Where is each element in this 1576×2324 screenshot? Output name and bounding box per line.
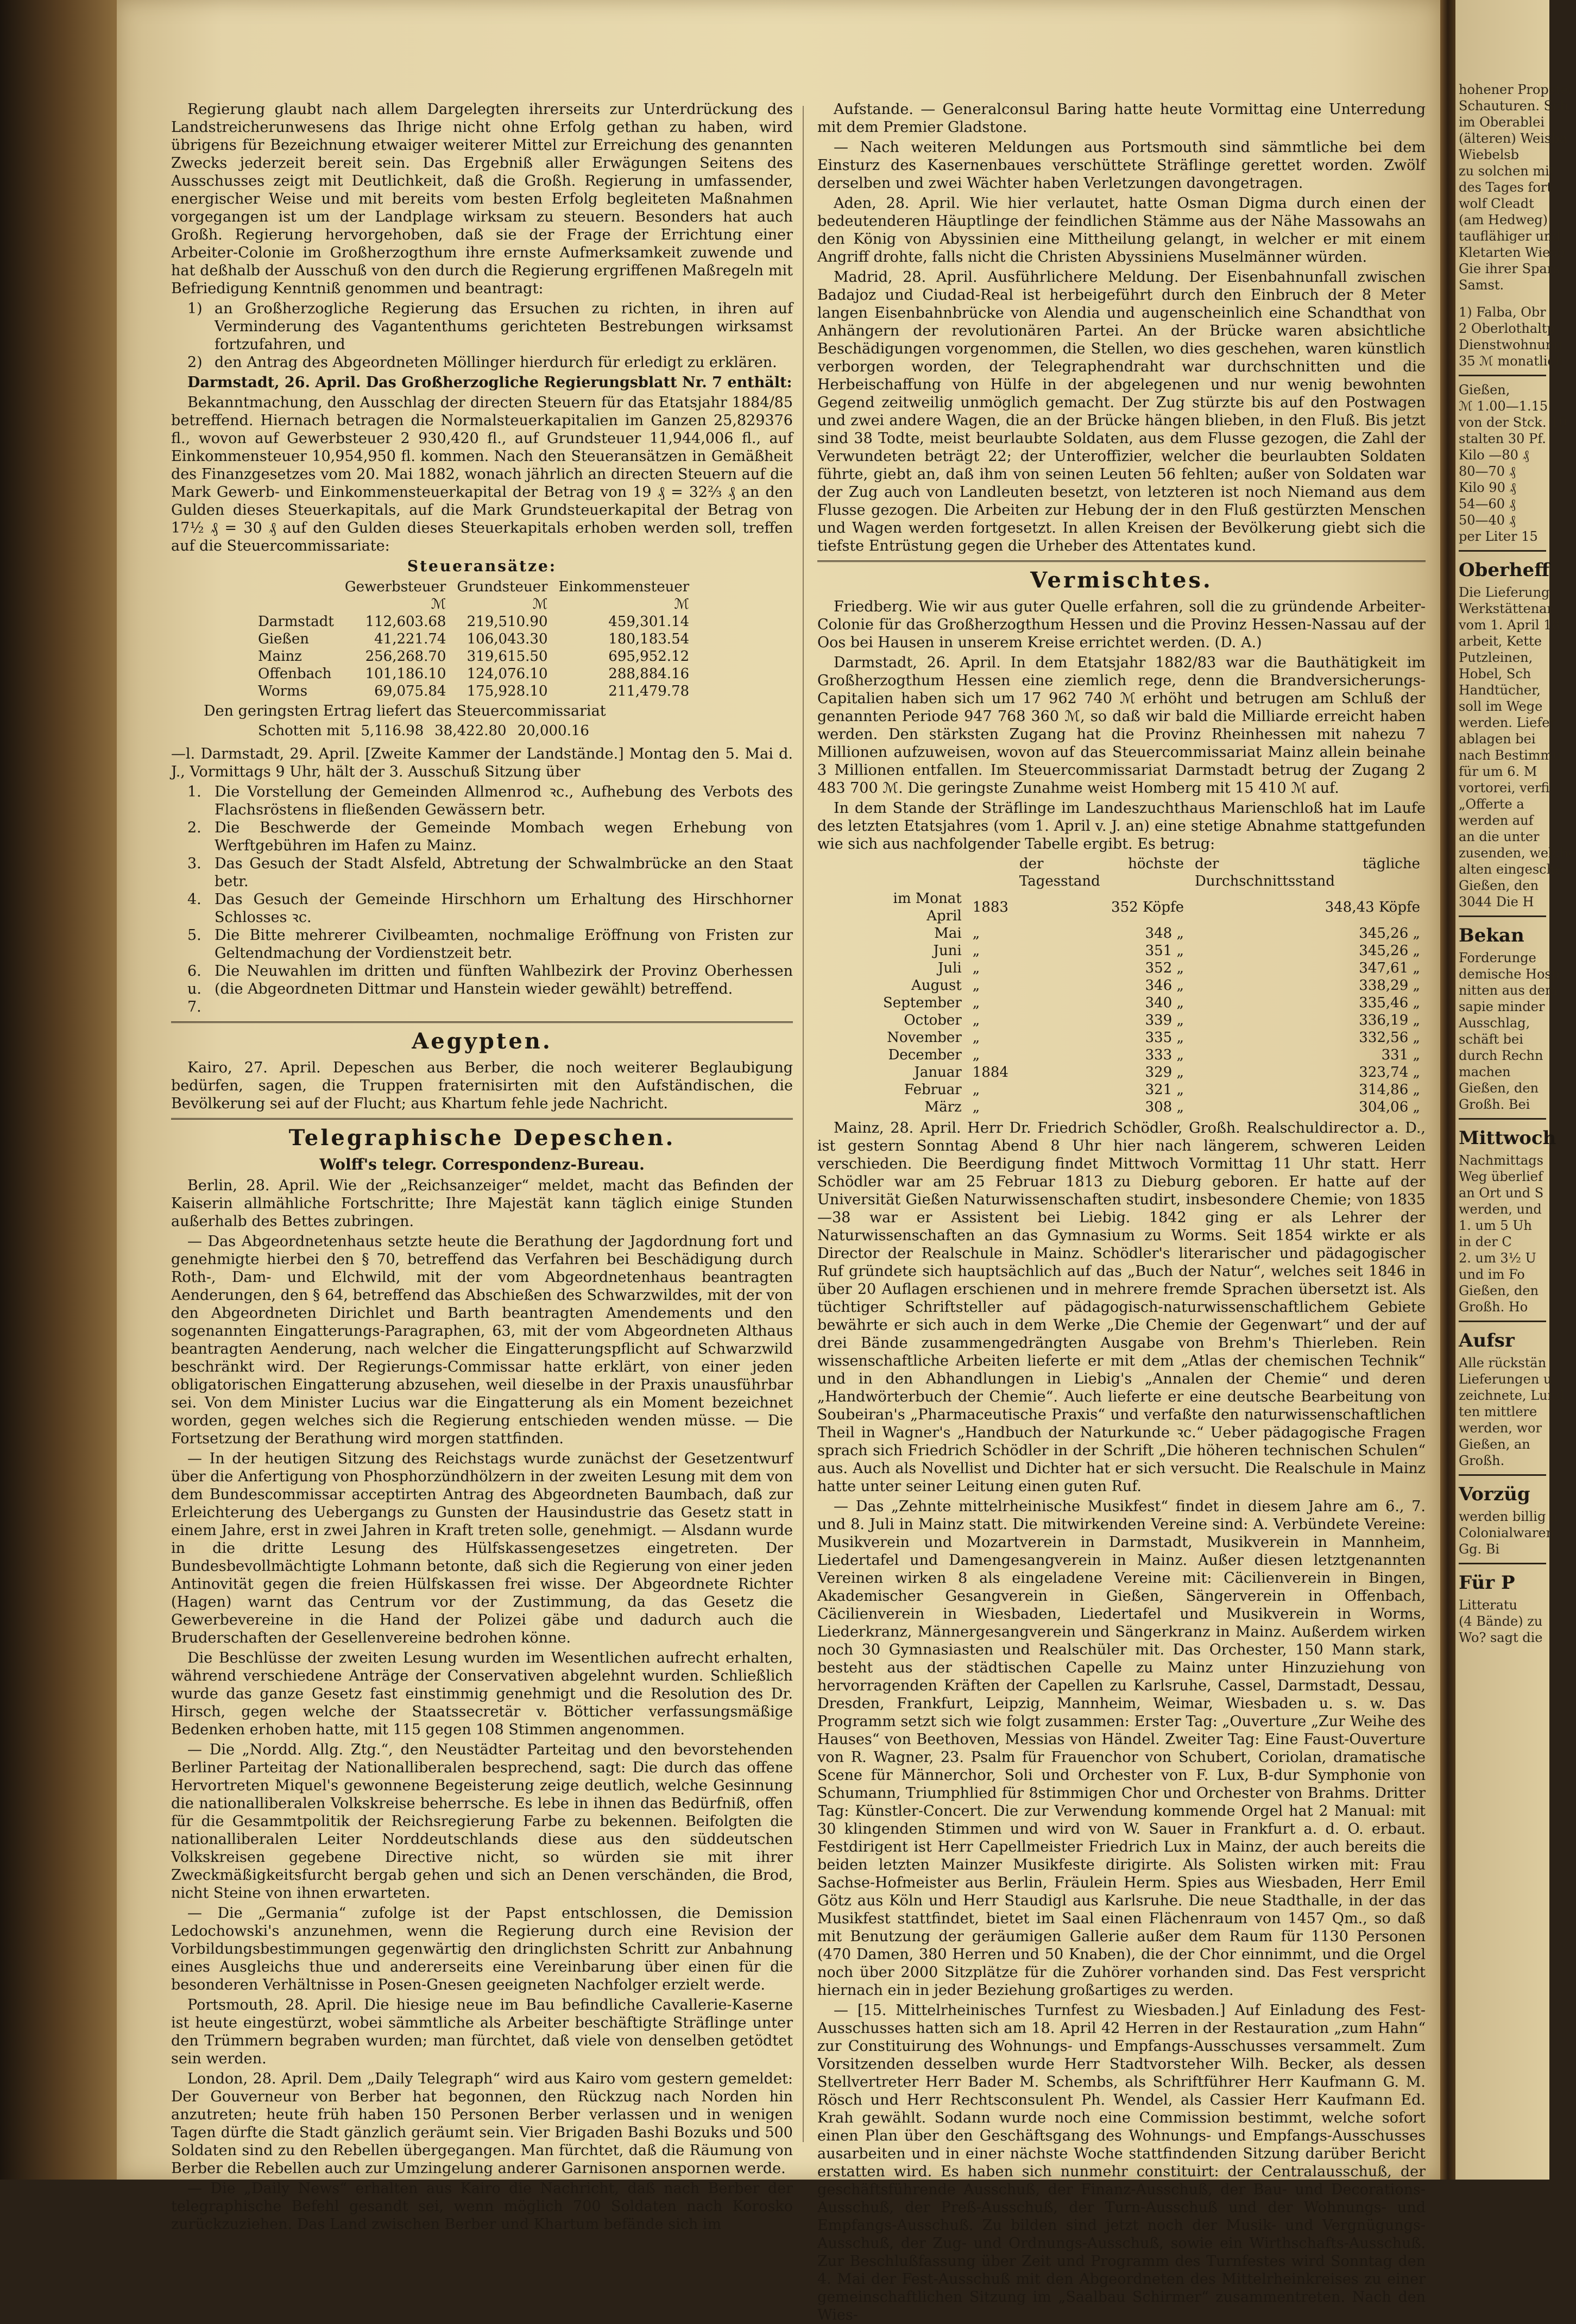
committee-agenda-list xyxy=(187,783,793,1016)
next-page-line: an Ort und S xyxy=(1459,1185,1544,1201)
next-page-line: an die unter xyxy=(1459,829,1540,844)
telegraph-paragraph: — In der heutigen Sitzung des Reichstags wurde zunächst der Gesetzentwurf über die Anfertigung von Phosphorzündhölzern in der zweiten Lesung mit dem von dem Bundescommissar acceptirten Antrag des Abgeordneten Baumbach, daß zur Erleichterung des Uebergangs zu Gunsten der Hausindustrie das Gesetz statt in einem Jahre, erst in zwei Jahren in Kraft treten solle, genehmigt. — Alsdann wurde in die dritte Lesung des Hülfskassengesetzes eingetreten. Der Bundesbevollmächtigte Lohmann betonte, daß sich die Regierung von einer jeden Antinovität gegen die freien Hülfskassen frei wisse. Der Abgeordnete Richter (Hagen) warnt das Centrum vor der Zustimmung, da das Gesetz die Gewerbevereine in die Hand der Polizei gäbe und dadurch auch die Bruderschaften der Gesellenvereine bedrohen könne. xyxy=(171,1450,793,1646)
month-table-cell: im Monat April xyxy=(893,891,962,924)
month-table-cell: Januar xyxy=(914,1064,962,1081)
next-page-line: per Liter 15 xyxy=(1459,529,1538,544)
intro-paragraphs xyxy=(171,100,793,298)
tax-table-cell: 124,076.10 xyxy=(467,666,548,682)
month-table-cell: 1884 xyxy=(972,1064,1008,1081)
next-page-line: werden, und xyxy=(1459,1202,1542,1217)
next-page-line: 50—40 ₰ xyxy=(1459,513,1516,528)
tax-table-cell: ℳ xyxy=(674,596,690,612)
agenda-item-text: Das Gesuch der Stadt Alsfeld, Abtretung der Schwalmbrücke an den Staat betr. xyxy=(215,855,793,890)
next-page-line: Gießen, xyxy=(1459,382,1510,397)
month-table-cell: 329 „ xyxy=(1145,1064,1184,1081)
next-page-line: Kilo 90 ₰ xyxy=(1459,480,1516,495)
next-page-line: (4 Bände) zu xyxy=(1459,1614,1543,1629)
next-page-line: (älteren) Weisba xyxy=(1459,131,1567,146)
next-page-line: (am Hedweg) xyxy=(1459,212,1548,228)
next-page-line: Hobel, Sch xyxy=(1459,666,1531,681)
next-page-line: Schauturen. Sch xyxy=(1459,98,1568,113)
news-paragraph: Aufstande. — Generalconsul Baring hatte heute Vormittag eine Unterredung mit dem Premier Gladstone. xyxy=(817,101,1426,136)
news-paragraph: Madrid, 28. April. Ausführlichere Meldung. Der Eisenbahnunfall zwischen Badajoz und Ciudad-Real ist herbeigeführt durch den Einbruch der 8 Meter langen Eisenbahnbrücke von Alendia und augenscheinlich eine Schandthat von Anhängern der revolutionären Partei. An der Brücke waren absichtliche Beschädigungen vorgenommen, die Stellen, wo dies geschehen, waren künstlich verborgen worden, der Telegraphendraht war durchschnitten und die Herbeischaffung von Hülfe in der abgelegenen und nur wenig bewohnten Gegend zeitweilig unmöglich gemacht. Der Zug stürzte bis auf den Postwagen und zwei andere Wagen, die an der Brücke hängen blieben, in den Fluß. Bis jetzt sind 38 Todte, meist beurlaubte Soldaten, aus dem Flusse gezogen, die Zahl der Verwundeten beträgt 22; der Unteroffizier, welcher die beurlaubten Soldaten führte, giebt an, daß ihm von seinen Leuten 56 fehlten; außer von Soldaten war der Zug auch von Landleuten besetzt, von letzteren ist noch Niemand aus dem Flusse gezogen. Die Arbeiten zur Hebung der in den Fluß gestürzten Menschen und Wagen werden fortgesetzt. In allen Kreisen der Bevölkerung giebt sich die tiefste Entrüstung gegen die Urheber des Attentates kund. xyxy=(817,269,1426,554)
next-page-line: ablagen bei xyxy=(1459,731,1536,747)
month-table-cell: „ xyxy=(972,1082,980,1098)
next-page-heading: Für P xyxy=(1459,1572,1515,1594)
next-page-line: Dienstwohnung xyxy=(1459,337,1562,352)
month-table-cell: „ xyxy=(972,995,980,1011)
news-paragraph: Aden, 28. April. Wie hier verlautet, hatte Osman Digma durch einen der bedeutenderen Häuptlinge der feindlichen Stämme aus der Nähe Massowahs an den König von Abyssinien eine Mittheilung gelangt, in welcher er mit einem Angriff drohte, falls nicht die Christen Abyssiniens Muselmänner würden. xyxy=(817,195,1426,266)
next-page-line: demische Hosp xyxy=(1459,967,1560,982)
next-page-line: 2. um 3½ U xyxy=(1459,1251,1536,1266)
tax-table-cell: 219,510.90 xyxy=(467,614,548,630)
next-page-line: soll im Wege xyxy=(1459,699,1543,714)
next-page-line: ℳ 1.00—1.15 xyxy=(1459,399,1548,414)
next-page-heading: Vorzüg xyxy=(1459,1483,1530,1505)
darmstadt-notice-1: Darmstadt, 26. April. Das Großherzogliche Regierungsblatt Nr. 7 enthält: xyxy=(187,374,792,391)
next-page-spacer xyxy=(1455,293,1549,304)
next-page-edge xyxy=(1455,0,1576,2180)
column-divider xyxy=(803,106,804,2142)
tax-table-cell: 319,615.50 xyxy=(467,648,548,665)
tax-table-row xyxy=(253,683,695,700)
next-page-line: Putzleinen, xyxy=(1459,650,1533,665)
next-page-line: nitten aus dem xyxy=(1459,983,1558,998)
next-page-line: Kletarten Wiesb xyxy=(1459,245,1565,260)
tax-table-cell xyxy=(253,596,339,613)
tax-table-row xyxy=(253,578,695,596)
month-table-cell: „ xyxy=(972,943,980,959)
month-table-cell: „ xyxy=(972,977,980,994)
telegraph-paragraph: Die Beschlüsse der zweiten Lesung wurden im Wesentlichen aufrecht erhalten, während verschiedene Anträge der Conservativen abgelehnt wurden. Schließlich wurde das ganze Gesetz fast einstimmig genehmigt und die Resolution des Dr. Hirsch, gegen welche der Staatssecretär v. Bötticher verfassungsmäßige Bedenken erhoben hatte, mit 115 gegen 108 Stimmen angenommen. xyxy=(171,1650,793,1738)
section-heading-aegypten: Aegypten. xyxy=(412,1028,552,1054)
next-page-line: 35 ℳ monatlich xyxy=(1459,353,1564,369)
right-column xyxy=(817,100,1426,2323)
next-page-line: Gießen, den xyxy=(1459,1081,1539,1096)
next-page-line: zeichnete, Lund xyxy=(1459,1388,1565,1403)
bekanntmachung-text: Bekanntmachung, den Ausschlag der directen Steuern für das Etatsjahr 1884/85 betreffend. Hiernach betragen die Normalsteuerkapitalien im Ganzen 25,829376 fl., wovon auf Gewerbsteuer 2 930,420 fl., auf Grundsteuer 11,944,006 fl., auf Einkommensteuer 10,954,950 fl. kommen. Nach den Steueransätzen in Gemäßheit des Finanzgesetzes vom 20. Mai 1882, wonach jährlich an directen Steuern auf die Mark Gewerb- und Einkommensteuerkapital der Betrag von 19 ₰ = 32⅔ ₰ an den Gulden dieses Steuerkapitals, auf die Mark Grundsteuerkapital der Betrag von 17½ ₰ = 30 ₰ auf den Gulden dieses Steuerkapitals erhoben werden soll, treffen auf die Steuercommissariate: xyxy=(171,394,793,554)
month-table-cell: 336,19 „ xyxy=(1359,1012,1420,1028)
month-table-cell: October xyxy=(904,1012,962,1028)
intro-item-number: 1) xyxy=(187,300,203,317)
next-page-line: 1) Falba, Obr xyxy=(1459,305,1546,320)
month-table-row xyxy=(850,1098,1426,1116)
tax-footer-row xyxy=(253,722,595,740)
agenda-item xyxy=(187,926,793,962)
next-page-line: in der C xyxy=(1459,1234,1512,1249)
month-table-cell: 335 „ xyxy=(1145,1030,1184,1046)
news-paragraph: — Nach weiteren Meldungen aus Portsmouth sind sämmtliche bei dem Einsturz des Kasernenbaues verschüttete Sträflinge gerettet worden. Zwölf derselben und zwei Wächter haben Verletzungen davongetragen. xyxy=(817,139,1426,192)
month-table-cell: 333 „ xyxy=(1145,1047,1184,1063)
next-page-line: 3044 Die H xyxy=(1459,894,1534,910)
tax-footer-row xyxy=(253,722,595,740)
month-table-header-cell: der höchste Tagesstand xyxy=(1019,856,1184,889)
next-page-line: Wiebelsb xyxy=(1459,147,1520,162)
telegraph-paragraph: London, 28. April. Dem „Daily Telegraph“ wird aus Kairo vom gestern gemeldet: Der Gouverneur von Berber hat begonnen, den Rückzug nach Norden hin anzutreten; heute früh haben 150 Personen Berber verlassen und in wenigen Tagen dürfte die Stadt gänzlich geräumt sein. Vier Brigaden Bashi Bozuks und 500 Soldaten sind zu den Rebellen übergegangen. Man fürchtet, daß die Räumung von Berber die Rebellen auch zur Umzingelung anderer Garnisonen anspornen werde. xyxy=(171,2070,793,2177)
agenda-item-text: Die Vorstellung der Gemeinden Allmenrod ꝛc., Aufhebung des Verbots des Flachsröstens in fließenden Gewässern betr. xyxy=(215,784,793,818)
tax-table-cell: 288,884.16 xyxy=(608,666,690,682)
next-page-line: Ausschlag, xyxy=(1459,1015,1530,1031)
next-page-rule xyxy=(1459,1118,1546,1120)
next-page-line: Kilo —80 ₰ xyxy=(1459,447,1529,463)
next-page-heading: Oberheff xyxy=(1459,559,1550,581)
tax-footer-cell: 5,116.98 xyxy=(361,723,424,739)
next-page-line: Wo? sagt die xyxy=(1459,1630,1543,1645)
month-table-row xyxy=(850,994,1426,1012)
telegraph-paragraph: Portsmouth, 28. April. Die hiesige neue im Bau befindliche Cavallerie-Kaserne ist heute eingestürzt, wobei sämmtliche als Arbeiter beschäftigte Sträflinge unter den Trümmern begraben wurden; man fürchtet, daß viele von denselben getödtet sein werden. xyxy=(171,1997,793,2067)
telegraph-bureau-subheading: Wolff's telegr. Correspondenz-Bureau. xyxy=(319,1155,645,1173)
month-table-header-cell xyxy=(967,855,1014,890)
right-top-paragraphs xyxy=(817,100,1426,555)
intro-list xyxy=(187,300,793,371)
prison-population-table xyxy=(850,855,1426,1116)
next-page-line: Großh. xyxy=(1459,1453,1505,1468)
agenda-item-text: Die Beschwerde der Gemeinde Mombach wegen Erhebung von Werftgebühren im Hafen zu Mainz. xyxy=(215,819,793,854)
tax-table-cell: 69,075.84 xyxy=(374,683,446,699)
agenda-item xyxy=(187,855,793,891)
month-table-cell: December xyxy=(888,1047,962,1063)
month-table-cell: 321 „ xyxy=(1145,1082,1184,1098)
month-table-cell: 332,56 „ xyxy=(1359,1030,1420,1046)
month-table-row xyxy=(850,1029,1426,1046)
tax-table-row xyxy=(253,648,695,665)
next-page-line: wolf Cleadt xyxy=(1459,196,1534,211)
month-table-cell: 345,26 „ xyxy=(1359,943,1420,959)
tax-table-cell: 41,221.74 xyxy=(374,631,446,647)
next-page-line: und im Fo xyxy=(1459,1267,1525,1282)
next-page-line: machen xyxy=(1459,1064,1511,1079)
next-page-line: Werkstättenar xyxy=(1459,601,1553,616)
next-page-line: werden billig a xyxy=(1459,1509,1558,1524)
agenda-item xyxy=(187,819,793,855)
left-column xyxy=(171,100,793,2233)
next-page-line: stalten 30 Pf. xyxy=(1459,431,1546,446)
agenda-item xyxy=(187,962,793,1016)
intro-item xyxy=(187,353,793,371)
next-page-line: Großh. Bei xyxy=(1459,1097,1530,1112)
intro-item xyxy=(187,300,793,353)
section-heading-vermischtes: Vermischtes. xyxy=(1030,567,1213,593)
month-table-cell: 352 Köpfe xyxy=(1111,899,1184,915)
month-table-cell: „ xyxy=(972,1099,980,1115)
right-lower-paragraphs xyxy=(817,1119,1426,2324)
month-table-cell: 348,43 Köpfe xyxy=(1325,899,1420,915)
next-page-rule xyxy=(1459,375,1546,376)
next-page-heading: Bekan xyxy=(1459,925,1524,946)
next-page-line: Die Lieferung xyxy=(1459,585,1550,600)
intro-item-number: 2) xyxy=(187,354,203,371)
next-page-line: Gie ihrer Spars xyxy=(1459,261,1560,276)
next-page-line: zu solchen mit xyxy=(1459,163,1555,179)
next-page-heading: Aufsr xyxy=(1459,1330,1515,1352)
month-table-row xyxy=(850,942,1426,959)
agenda-item-number: 3. xyxy=(187,855,201,872)
tax-table-cell: 106,043.30 xyxy=(467,631,548,647)
tax-table-row xyxy=(253,630,695,648)
month-table-cell: März xyxy=(924,1099,962,1115)
next-page-line: 2 Oberlothaltp xyxy=(1459,321,1555,336)
news-paragraph: — Das „Zehnte mittelrheinische Musikfest“ findet in diesem Jahre am 6., 7. und 8. Juli in Mainz statt. Die mitwirkenden Vereine sind: A. Verbündete Vereine: Musikverein und Mozartverein in Darmstadt, Musikverein in Mannheim, Liedertafel und Damengesangverein in Mainz. Außer diesen letztgenannten Vereinen wirken 8 als eingeladene Vereine mit: Cäcilienverein in Bingen, Akademischer Gesangverein in Gießen, Sängerverein in Offenbach, Cäcilienverein in Wiesbaden, Liedertafel und Musikverein in Worms, Liederkranz, Männergesangverein und Sängerkranz in Mainz. Außerdem wirken noch 30 Gymnasiasten und Realschüler mit. Das Orchester, 150 Mann stark, besteht aus der städtischen Capelle zu Mainz unter Hinzuziehung von hervorragenden Kräften der Capellen zu Karlsruhe, Cassel, Darmstadt, Dessau, Dresden, Frankfurt, Leipzig, Mannheim, Weimar, Wiesbaden u. s. w. Das Programm setzt sich wie folgt zusammen: Erster Tag: „Ouverture „Zur Weihe des Hauses“ von Beethoven, Messias von Händel. Zweiter Tag: Eine Faust-Ouverture von R. Wagner, 23. Psalm für Frauenchor von Schubert, Coriolan, dramatische Scene für Männerchor, Soli und Orchester von F. Lux, B-dur Symphonie von Schumann, Triumphlied für 8stimmigen Chor und Orchester von Brahms. Dritter Tag: Künstler-Concert. Die zur Verwendung kommende Orgel hat 2 Manual: mit 30 klingenden Stimmen und wird von W. Sauer in Frankfurt a. d. O. erbaut. Festdirigent ist Herr Capellmeister Friedrich Lux in Mainz, der auch bereits die beiden letzten Mainzer Musikfeste dirigirte. Als Solisten wirken mit: Frau Sachse-Hofmeister aus Berlin, Fräulein Herm. Spies aus Wiesbaden, Herr Emil Götz aus Köln und Herr Staudigl aus Karlsruhe. Die neue Stadthalle, in der das Musikfest stattfindet, bietet im Saal einen Flächenraum von 1457 Qm., so daß mit Benutzung der geräumigen Gallerie außer dem Raum für 1130 Personen (470 Damen, 380 Herren und 50 Knaben), die der Chor einnimmt, und die Orgel noch über 2000 Sitzplätze für die Zuhörer vorhanden sind. Das Fest verspricht hiernach ein in jeder Beziehung großartiges zu werden. xyxy=(817,1498,1426,1999)
next-page-line: 1. um 5 Uh xyxy=(1459,1218,1532,1233)
next-page-line: sapie minder xyxy=(1459,999,1545,1014)
month-table-cell: 323,74 „ xyxy=(1359,1064,1420,1081)
month-table-cell: 314,86 „ xyxy=(1359,1082,1420,1098)
month-table-header-row xyxy=(850,855,1426,890)
next-page-line: 80—70 ₰ xyxy=(1459,464,1516,479)
next-page-line: „Offerte a xyxy=(1459,797,1524,812)
agenda-item-number: 5. xyxy=(187,927,201,944)
intro-item-text: den Antrag des Abgeordneten Möllinger hierdurch für erledigt zu erklären. xyxy=(215,354,777,371)
next-page-line: 54—60 ₰ xyxy=(1459,496,1516,511)
month-table-row xyxy=(850,1064,1426,1081)
month-table-cell: „ xyxy=(972,1047,980,1063)
telegraph-paragraph: — Die „Nordd. Allg. Ztg.“, den Neustädter Parteitag und den bevorstehenden Berliner Parteitag der Nationalliberalen besprechend, sagt: Die durch das offene Hervortreten Miquel's gewonnene Begeisterung zeige deutlich, welche Gesinnung die nationalliberalen Volkskreise beherrsche. Es lebe in ihnen das Bedürfniß, offen für die Gesammtpolitik der Reichsregierung Farbe zu bekennen. Beifolgten die nationalliberalen Leiter Norddeutschlands diese aus den süddeutschen Volkskreisen gegebene Directive nicht, so würden sie mit ihrer Zweckmäßigkeitsfurcht bergab gehen und sich an Denen verschänden, die Brod, nicht Steine von ihnen erwarteten. xyxy=(171,1741,793,1902)
month-table-row xyxy=(850,925,1426,942)
month-table-cell: Februar xyxy=(904,1082,962,1098)
next-page-rule xyxy=(1459,1321,1546,1322)
month-table-row xyxy=(850,890,1426,925)
section-heading-telegraph: Telegraphische Depeschen. xyxy=(288,1125,676,1151)
tax-table-cell: 101,186.10 xyxy=(365,666,446,682)
tax-footer-cell: 20,000.16 xyxy=(517,723,589,739)
telegraph-paragraphs xyxy=(171,1177,793,2233)
next-page-line: tauflähiger und xyxy=(1459,229,1561,244)
next-page-line: Litteratu xyxy=(1459,1597,1517,1613)
tax-table-cell: ℳ xyxy=(532,596,548,612)
tax-table xyxy=(253,578,695,700)
next-page-line: Gg. Bi xyxy=(1459,1542,1500,1557)
month-table-cell: „ xyxy=(972,1012,980,1028)
intro-item-text: an Großherzogliche Regierung das Ersuchen zu richten, in ihren auf Verminderung des Vagantenthums gerichteten Bestrebungen wirksamst fortzufahren, und xyxy=(215,300,793,353)
month-table-cell: 331 „ xyxy=(1381,1047,1420,1063)
month-table-cell: November xyxy=(887,1030,962,1046)
next-page-line: im Oberablei xyxy=(1459,115,1545,130)
next-page-line: alten eingesche xyxy=(1459,862,1563,877)
tax-table-cell: Mainz xyxy=(258,648,302,665)
agenda-item-number: 2. xyxy=(187,819,201,836)
next-page-line: für um 6. M xyxy=(1459,764,1537,779)
next-page-line: von der Stck. 10 xyxy=(1459,415,1567,430)
month-table-cell: 348 „ xyxy=(1145,925,1184,942)
book-spine xyxy=(1440,0,1455,2180)
next-page-line: Samst. xyxy=(1459,277,1504,293)
month-table-cell: Mai xyxy=(934,925,962,942)
month-table-cell: 308 „ xyxy=(1145,1099,1184,1115)
month-table-cell: „ xyxy=(972,1030,980,1046)
intro-paragraph: Regierung glaubt nach allem Dargelegten ihrerseits zur Unterdrückung des Landstreicherunwesens das Ihrige nicht ohne Erfolg gethan zu haben, wird übrigens für Bezeichnung etwaiger weiterer Mittel zur Erreichung des genannten Zwecks jederzeit bereit sein. Das Ergebniß aller Erwägungen Seitens des Ausschusses zeigt mit Deutlichkeit, daß die Großh. Regierung in umfassender, energischer Weise und mit bereits vom besten Erfolg begleiteten Maßnahmen vorgegangen ist um der Landplage wirksam zu steuern. Besonders hat auch Großh. Regierung hervorgehoben, daß sie der Frage der Errichtung einer Arbeiter-Colonie im Großherzogthum ihre ernste Aufmerksamkeit zuwende und hat deßhalb der Ausschuß von den durch die Regierung ergriffenen Maßregeln mit Befriedigung Kenntniß genommen und beantragt: xyxy=(171,101,793,297)
next-page-heading: Mittwoch xyxy=(1459,1127,1556,1149)
month-table-cell: 346 „ xyxy=(1145,977,1184,994)
book-gutter-left xyxy=(0,0,117,2180)
month-table-cell: Juli xyxy=(937,960,962,976)
agenda-item-number: 1. xyxy=(187,784,201,800)
month-table-row xyxy=(850,1012,1426,1029)
next-page-line: Forderunge xyxy=(1459,950,1536,965)
next-page-line: schäft bei xyxy=(1459,1032,1523,1047)
next-page-line: werden, wor xyxy=(1459,1420,1542,1436)
tax-footer-cell: 38,422.80 xyxy=(434,723,507,739)
telegraph-paragraph: — Die „Daily News“ erhalten aus Kairo die Nachricht, daß nach Berber der telegraphische Befehl gesandt sei, wenn möglich 700 Soldaten nach Korosko zurückzuziehen. Das Land zwischen Berber und Khartum befände sich im xyxy=(171,2180,793,2233)
next-page-line: Weg überlief xyxy=(1459,1169,1543,1184)
next-page-line: vom 1. April 18 xyxy=(1459,617,1560,633)
agenda-item-text: Die Bitte mehrerer Civilbeamten, nochmalige Eröffnung von Fristen zur Geltendmachung der Vordienstzeit betr. xyxy=(215,927,793,962)
month-table-row xyxy=(850,1081,1426,1098)
month-table-cell: 304,06 „ xyxy=(1359,1099,1420,1115)
agenda-item-number: 6. u. 7. xyxy=(187,963,201,1015)
tax-table-cell: 459,301.14 xyxy=(608,614,690,630)
agenda-item-text: Das Gesuch der Gemeinde Hirschhorn um Erhaltung des Hirschhorner Schlosses ꝛc. xyxy=(215,891,793,926)
agenda-item xyxy=(187,783,793,819)
tax-footer-cell: Schotten mit xyxy=(258,723,350,739)
next-page-line: Colonialwaren xyxy=(1459,1525,1555,1540)
tax-table-cell: Gewerbsteuer xyxy=(344,579,446,595)
month-table-cell: 347,61 „ xyxy=(1359,960,1420,976)
month-table-cell: August xyxy=(911,977,962,994)
telegraph-paragraph: Berlin, 28. April. Wie der „Reichsanzeiger“ meldet, macht das Befinden der Kaiserin allmähliche Fortschritte; Ihre Majestät kann täglich einige Stunden außerhalb des Bettes zubringen. xyxy=(171,1177,793,1230)
agenda-item xyxy=(187,891,793,926)
month-table-cell: 340 „ xyxy=(1145,995,1184,1011)
vermischtes-paragraph: In dem Stande der Sträflinge im Landeszuchthaus Marienschloß hat im Laufe des letzten Etatsjahres (vom 1. April v. J. an) eine stetige Abnahme stattgefunden wie sich aus nachfolgender Tabelle ergibt. Es betrug: xyxy=(817,800,1426,852)
month-table-header-cell: der tägliche Durchschnittsstand xyxy=(1194,856,1420,889)
aegypten-text: Kairo, 27. April. Depeschen aus Berber, die noch weiterer Beglaubigung bedürfen, sagen, die Truppen fraternisirten mit den Aufständischen, die Bevölkerung sei auf der Flucht; aus Khartum fehle jede Nachricht. xyxy=(171,1059,793,1112)
month-table-cell: 335,46 „ xyxy=(1359,995,1420,1011)
next-page-rule xyxy=(1459,1474,1546,1476)
tax-table-cell: 175,928.10 xyxy=(467,683,548,699)
tax-table-row xyxy=(253,596,695,613)
month-table-cell: „ xyxy=(972,960,980,976)
tax-table-cell: 112,603.68 xyxy=(365,614,446,630)
next-page-line: Gießen, an xyxy=(1459,1437,1530,1452)
vermischtes-paragraphs xyxy=(817,598,1426,853)
month-table-cell: 345,26 „ xyxy=(1359,925,1420,942)
month-table-header-cell xyxy=(850,855,967,890)
month-table-cell: 351 „ xyxy=(1145,943,1184,959)
news-paragraph: — [15. Mittelrheinisches Turnfest zu Wiesbaden.] Auf Einladung des Fest-Ausschusses hatten sich am 18. April 42 Herren in der Restauration „zum Hahn“ zur Constituirung des Wohnungs- und Empfangs-Ausschusses versammelt. Zum Vorsitzenden desselben wurde Herr Stadtvorsteher Wilh. Becker, als dessen Stellvertreter Herr Bader M. Schembs, als Schriftführer Herr Kaufmann G. M. Rösch und Herr Rechtsconsulent Ph. Wendel, als Cassier Herr Kaufmann Ed. Krah gewählt. Sodann wurde noch eine Commission bestimmt, welche sofort einen Plan über den Geschäftsgang des Wohnungs- und Empfangs-Ausschusses ausarbeiten und in einer nächste Woche stattfindenden Sitzung darüber Bericht erstatten wird. Es haben sich nunmehr constituirt: der Centralausschuß, der geschäftsführende Ausschuß, der Finanz-Ausschuß, der Bau- und Decorations-Ausschuß, der Preß-Ausschuß, der Turn-Ausschuß und der Wohnungs- und Empfangs-Ausschuß. Zu bilden sind jetzt noch der Musik- und Vergnügungs-Ausschuß, der Zug- und Ordnungs-Ausschuß, sowie ein Wirthschafts-Ausschuß. Zur Beschlußfassung über Zeit und Programm des Turnfestes wird Sonntag den 4. Mai der Fest-Ausschuß mit den Abgeordneten des Mittelrheinkreises zu einer gemeinschaftlichen Sitzung im „Saalbau Schirmer“ zusammentreten. Nach den Wies- xyxy=(817,2002,1426,2323)
tax-table-cell: ℳ xyxy=(431,596,446,612)
month-table-row xyxy=(850,1046,1426,1064)
tax-table-cell: Einkommensteuer xyxy=(558,579,690,595)
tax-table-cell: Darmstadt xyxy=(258,614,334,630)
month-table-cell: Juni xyxy=(933,943,962,959)
next-page-rule xyxy=(1459,1563,1546,1564)
next-page-line: Gießen, den xyxy=(1459,878,1539,893)
tax-table-cell xyxy=(253,578,339,596)
agenda-item-number: 4. xyxy=(187,891,201,908)
month-table-cell: 338,29 „ xyxy=(1359,977,1420,994)
next-page-line: werden auf xyxy=(1459,813,1534,828)
month-table-cell: „ xyxy=(972,925,980,942)
next-page-line: des Tages fort xyxy=(1459,180,1552,195)
section-rule xyxy=(171,1118,793,1120)
next-page-line: nach Bestimmu xyxy=(1459,748,1561,763)
next-page-line: zusenden, welche xyxy=(1459,845,1576,861)
next-page-line: Großh. Ho xyxy=(1459,1299,1528,1315)
next-page-rule xyxy=(1459,550,1546,552)
next-page-line: ten mittlere xyxy=(1459,1404,1537,1419)
next-page-line: vortorei, verfi xyxy=(1459,780,1550,795)
next-page-line: werden. Liefer xyxy=(1459,715,1556,730)
tax-table-cell: Gießen xyxy=(258,631,309,647)
telegraph-paragraph: — Die „Germania“ zufolge ist der Papst entschlossen, die Demission Ledochowski's anzunehmen, wenn die Regierung durch eine Revision der Vorbildungsbestimmungen gegenwärtig den dringlichsten Schritt zur Anbahnung eines Ausgleichs thue und andererseits eine Vereinbarung über einen für die besonderen Verhältnisse in Posen-Gnesen geeigneten Nachfolger erzielt werde. xyxy=(171,1905,793,1993)
month-table-row xyxy=(850,977,1426,994)
section-rule xyxy=(817,560,1426,562)
next-page-line: Lieferungen u xyxy=(1459,1372,1552,1387)
tax-table-row xyxy=(253,613,695,630)
tax-table-cell: 256,268.70 xyxy=(365,648,446,665)
tax-footer-text: Den geringsten Ertrag liefert das Steuercommissariat xyxy=(204,703,606,719)
next-page-line: Gießen, den xyxy=(1459,1283,1539,1298)
agenda-item-text: Die Neuwahlen im dritten und fünften Wahlbezirk der Provinz Oberhessen (die Abgeordneten Dittmar und Hanstein wieder gewählt) betreffend. xyxy=(215,963,793,997)
month-table-row xyxy=(850,959,1426,977)
next-page-block xyxy=(1455,81,1576,1646)
next-page-rule xyxy=(1459,915,1546,917)
month-table-cell: 339 „ xyxy=(1145,1012,1184,1028)
telegraph-paragraph: — Das Abgeordnetenhaus setzte heute die Berathung der Jagdordnung fort und genehmigte hierbei den § 70, betreffend das Verfahren bei Beschädigung durch Roth-, Dam- und Elchwild, mit der vom Abgeordnetenhaus beantragten Aenderungen, den § 64, betreffend das Abschießen des Schwarzwildes, mit der von den Abgeordneten Dirichlet und Barth beantragten Amendements und den sogenannten Eingatterungs-Paragraphen, 63, mit der vom Abgeordneten Althaus beantragten Aenderung, nach welcher die Eingatterungspflicht auf Schwarzwild beschränkt wird. Der Regierungs-Commissar hatte erklärt, von einer jeden obligatorischen Eingatterung abzusehen, weil dieselbe in der Praxis unausführbar sei. Von dem Minister Lucius war die Eingatterung als ein Moment bezeichnet worden, gegen welches sich die Regierung entschieden wenden müsse. — Die Fortsetzung der Berathung wird morgen stattfinden. xyxy=(171,1233,793,1447)
next-page-line: Nachmittags xyxy=(1459,1153,1543,1168)
tax-table-cell: Worms xyxy=(258,683,308,699)
tax-table-cell: 695,952.12 xyxy=(608,648,690,665)
month-table-cell: 352 „ xyxy=(1145,960,1184,976)
next-page-line: Alle rückstän xyxy=(1459,1355,1547,1371)
section-rule xyxy=(171,1021,793,1023)
news-paragraph: Mainz, 28. April. Herr Dr. Friedrich Schödler, Großh. Realschuldirector a. D., ist gestern Sonntag Abend 8 Uhr hier nach längerem, schweren Leiden verschieden. Die Beerdigung findet Mittwoch Vormittag 11 Uhr statt. Herr Schödler war am 25 Februar 1813 zu Dieburg geboren. Er hatte auf der Universität Gießen Naturwissenschaften studirt, insbesondere Chemie; von 1835—38 war er Assistent bei Liebig. 1842 ging er als Lehrer der Naturwissenschaften an das Gymnasium zu Worms. Seit 1854 wirkte er als Director der Realschule in Mainz. Schödler's literarischer und pädagogischer Ruf gründete sich hauptsächlich auf das „Buch der Natur“, welches seit 1846 in über 20 Auflagen erschienen und in mehrere fremde Sprachen übersetzt ist. Als tüchtiger Schriftsteller auf pädagogisch-naturwissenschaftlichem Gebiete bewährte er sich auch in dem Werke „Die Chemie der Gegenwart“ und der auf drei Bände zusammengedrängten Ausgabe von Brehm's Thierleben. Rein wissenschaftliche Arbeiten lieferte er mit dem „Atlas der chemischen Technik“ und in den Abhandlungen in Liebig's „Annalen der Chemie“ und deren „Handwörterbuch der Chemie“. Auch lieferte er eine deutsche Bearbeitung von Soubeiran's „Pharmaceutische Praxis“ und verfaßte den naturwissenschaftlichen Theil in Wagner's „Handbuch der Naturkunde ꝛc.“ Ueber pädagogische Fragen sprach sich Friedrich Schödler in der Schrift „Die höheren technischen Schulen“ aus. Auch als Novellist und Dichter hat er sich versucht. Die Realschule in Mainz hatte unter seiner Leitung einen guten Ruf. xyxy=(817,1120,1426,1495)
next-page-line: durch Rechn xyxy=(1459,1048,1543,1063)
next-page-line: hohener Propstei xyxy=(1459,82,1573,97)
tax-table-cell: 211,479.78 xyxy=(608,683,690,699)
tax-table-title: Steueransätze: xyxy=(407,557,557,575)
month-table-cell: 1883 xyxy=(972,899,1008,915)
next-page-line: Handtücher, xyxy=(1459,683,1541,698)
tax-table-cell: Offenbach xyxy=(258,666,332,682)
darmstadt-notice-2: —l. Darmstadt, 29. April. [Zweite Kammer der Landstände.] Montag den 5. Mai d. J., Vormittags 9 Uhr, hält der 3. Ausschuß Sitzung über xyxy=(171,746,793,780)
tax-table-row xyxy=(253,665,695,683)
next-page-line: arbeit, Kette xyxy=(1459,634,1542,649)
vermischtes-paragraph: Darmstadt, 26. April. In dem Etatsjahr 1882/83 war die Bauthätigkeit im Großherzogthum Hessen eine ziemlich rege, denn die Brandversicherungs-Capitalien haben sich um 17 962 740 ℳ erhöht und betrugen am Schluß der genannten Periode 947 768 360 ℳ, so daß wir bald die Milliarde erreicht haben werden. Den stärksten Zugang hat die Provinz Rheinhessen mit nahezu 7 Millionen aufzuweisen, wovon auf das Steuercommissariat Mainz allein beinahe 3 Millionen entfallen. Im Steuercommissariat Darmstadt betrug der Zugang 2 483 700 ℳ. Die geringste Zunahme weist Homberg mit 15 410 ℳ auf. xyxy=(817,654,1426,797)
tax-table-cell: Grundsteuer xyxy=(457,579,548,595)
vermischtes-paragraph: Friedberg. Wie wir aus guter Quelle erfahren, soll die zu gründende Arbeiter-Colonie für das Großherzogthum Hessen und die Provinz Hessen-Nassau auf der Oos bei Hausen in unserem Kreise errichtet werden. (D. A.) xyxy=(817,598,1426,651)
month-table-cell: September xyxy=(882,995,962,1011)
tax-table-cell: 180,183.54 xyxy=(608,631,690,647)
